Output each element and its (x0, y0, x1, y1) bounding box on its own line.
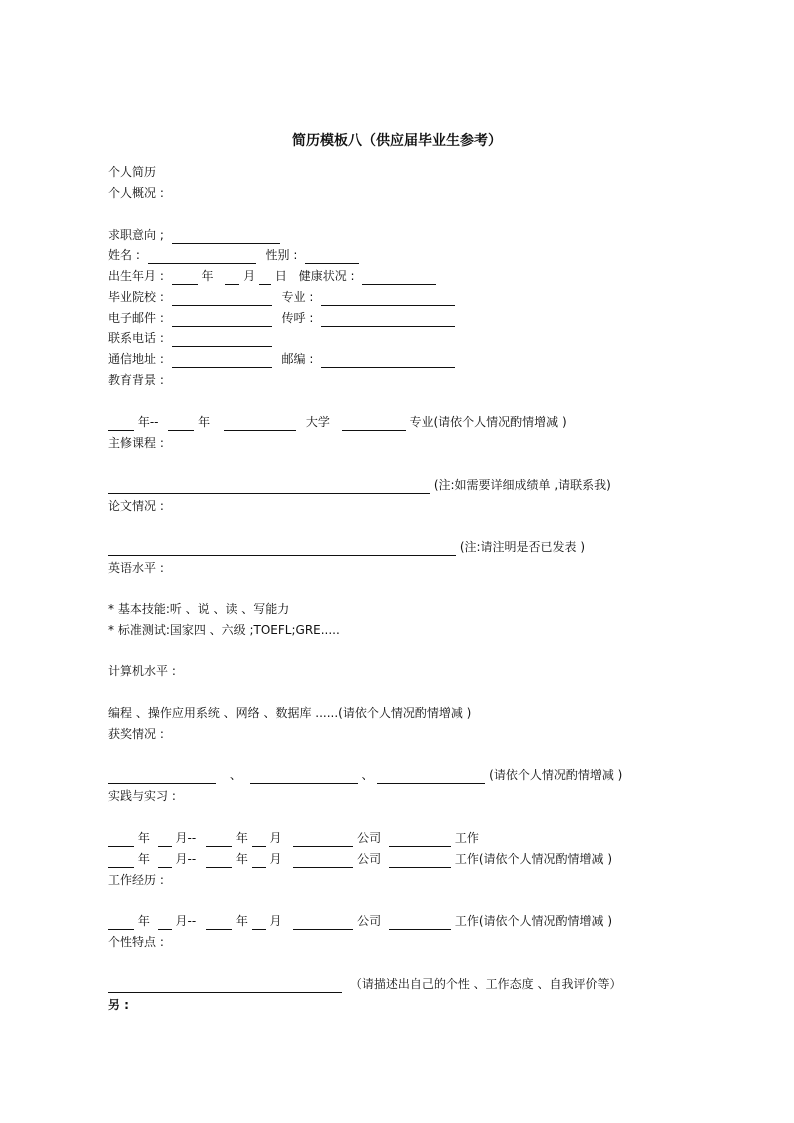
major-blank[interactable] (321, 291, 455, 306)
p2-start-month-blank[interactable] (158, 853, 172, 868)
e1-end-year-blank[interactable] (206, 915, 232, 930)
award1-blank[interactable] (108, 769, 216, 784)
section-overview: 个人概况 : (108, 186, 164, 200)
row-school (108, 288, 455, 306)
p1-dash-label: 月-- (175, 831, 197, 845)
e1-end-month-blank[interactable] (252, 915, 266, 930)
thesis-blank[interactable] (108, 541, 456, 556)
address-blank[interactable] (172, 353, 272, 368)
row-education (108, 413, 567, 431)
p2-work-blank[interactable] (389, 853, 451, 868)
section-courses: 主修课程 : (108, 436, 164, 450)
e1-year-label: 年 (137, 914, 150, 928)
p2-company-label: 公司 (357, 852, 382, 866)
pager-label: 传呼 : (281, 311, 314, 325)
p2-start-year-blank[interactable] (108, 853, 134, 868)
section-traits: 个性特点 : (108, 935, 164, 949)
p2-year-label: 年 (137, 852, 150, 866)
award-sep-1: 、 (229, 768, 242, 782)
row-traits (108, 975, 621, 993)
e1-end-year-label: 年 (235, 914, 248, 928)
email-label: 电子邮件 : (108, 311, 164, 325)
major-label: 专业 : (281, 290, 314, 304)
edu-year-label: 年 (198, 415, 211, 429)
postcode-label: 邮编 : (281, 352, 314, 366)
phone-blank[interactable] (172, 332, 272, 347)
p2-work-note: 工作(请依个人情况酌情增减 ) (454, 852, 613, 866)
p1-end-month-blank[interactable] (252, 832, 266, 847)
intent-label: 求职意向 ; (108, 228, 164, 242)
p2-end-year-blank[interactable] (206, 853, 232, 868)
p2-company-blank[interactable] (293, 853, 353, 868)
health-blank[interactable] (362, 270, 436, 285)
section-education: 教育背景 : (108, 373, 164, 387)
courses-blank[interactable] (108, 479, 430, 494)
row-address (108, 350, 455, 368)
section-experience: 工作经历 : (108, 873, 164, 887)
row-phone (108, 329, 272, 347)
row-practice-1 (108, 829, 479, 847)
courses-note: (注:如需要详细成绩单 ,请联系我) (433, 478, 611, 492)
skill-test: * 标准测试:国家四 、六级 ;TOEFL;GRE..... (108, 623, 340, 637)
p1-start-year-blank[interactable] (108, 832, 134, 847)
health-label: 健康状况 : (298, 269, 355, 283)
email-blank[interactable] (172, 312, 272, 327)
edu-start-blank[interactable] (108, 416, 134, 431)
e1-work-note: 工作(请依个人情况酌情增减 ) (454, 914, 613, 928)
birth-label: 出生年月 : (108, 269, 164, 283)
section-english: 英语水平 : (108, 561, 164, 575)
school-blank[interactable] (172, 291, 272, 306)
e1-company-blank[interactable] (293, 915, 353, 930)
p1-work-label: 工作 (454, 831, 479, 845)
university-label: 大学 (305, 415, 330, 429)
intent-blank[interactable] (172, 229, 280, 244)
edu-end-blank[interactable] (168, 416, 194, 431)
e1-month-label: 月 (269, 914, 282, 928)
p2-month-label: 月 (269, 852, 282, 866)
p1-end-year-label: 年 (235, 831, 248, 845)
row-courses (108, 476, 611, 494)
row-birth (108, 267, 436, 285)
p1-company-blank[interactable] (293, 832, 353, 847)
p1-month-label: 月 (269, 831, 282, 845)
pager-blank[interactable] (321, 312, 455, 327)
birth-month-label: 月 (243, 269, 256, 283)
edu-dash-label: 年-- (137, 415, 159, 429)
section-other: 另 : (108, 998, 129, 1012)
section-practice: 实践与实习 : (108, 789, 176, 803)
p1-start-month-blank[interactable] (158, 832, 172, 847)
p1-work-blank[interactable] (389, 832, 451, 847)
skill-basic: * 基本技能:听 、说 、读 、写能力 (108, 602, 290, 616)
p1-end-year-blank[interactable] (206, 832, 232, 847)
e1-company-label: 公司 (357, 914, 382, 928)
award2-blank[interactable] (250, 769, 358, 784)
name-blank[interactable] (148, 249, 256, 264)
section-awards: 获奖情况 : (108, 727, 164, 741)
birth-day-blank[interactable] (259, 270, 271, 285)
address-label: 通信地址 : (108, 352, 164, 366)
p1-company-label: 公司 (357, 831, 382, 845)
section-computer: 计算机水平 : (108, 664, 176, 678)
row-thesis (108, 538, 585, 556)
row-name (108, 246, 359, 264)
page-title: 简历模板八（供应届毕业生参考） (292, 133, 502, 149)
birth-year-label: 年 (201, 269, 214, 283)
section-resume: 个人简历 (108, 165, 157, 179)
birth-day-label: 日 (274, 269, 287, 283)
award3-blank[interactable] (377, 769, 485, 784)
traits-note: （请描述出自己的个性 、工作态度 、自我评价等） (349, 977, 622, 991)
row-intent (108, 226, 280, 244)
section-thesis: 论文情况 : (108, 499, 164, 513)
e1-start-month-blank[interactable] (158, 915, 172, 930)
edu-major-note: 专业(请依个人情况酌情增减 ) (409, 415, 567, 429)
gender-blank[interactable] (305, 249, 359, 264)
row-awards (108, 766, 622, 784)
traits-blank[interactable] (108, 978, 342, 993)
birth-year-blank[interactable] (172, 270, 198, 285)
school-label: 毕业院校 : (108, 290, 164, 304)
p2-end-year-label: 年 (235, 852, 248, 866)
e1-dash-label: 月-- (175, 914, 197, 928)
p1-year-label: 年 (137, 831, 150, 845)
edu-major-blank[interactable] (342, 416, 406, 431)
p2-end-month-blank[interactable] (252, 853, 266, 868)
row-experience (108, 912, 612, 930)
e1-work-blank[interactable] (389, 915, 451, 930)
row-practice-2 (108, 850, 612, 868)
thesis-note: (注:请注明是否已发表 ) (459, 540, 586, 554)
university-blank[interactable] (224, 416, 296, 431)
postcode-blank[interactable] (321, 353, 455, 368)
e1-start-year-blank[interactable] (108, 915, 134, 930)
row-email (108, 309, 455, 327)
name-label: 姓名 : (108, 248, 140, 262)
computer-text: 编程 、操作应用系统 、网络 、数据库 ......(请依个人情况酌情增减 ) (108, 706, 472, 720)
award-sep-2: 、 (361, 768, 374, 782)
awards-note: (请依个人情况酌情增减 ) (489, 768, 623, 782)
phone-label: 联系电话 : (108, 331, 164, 345)
gender-label: 性别 : (265, 248, 298, 262)
p2-dash-label: 月-- (175, 852, 197, 866)
birth-month-blank[interactable] (225, 270, 239, 285)
